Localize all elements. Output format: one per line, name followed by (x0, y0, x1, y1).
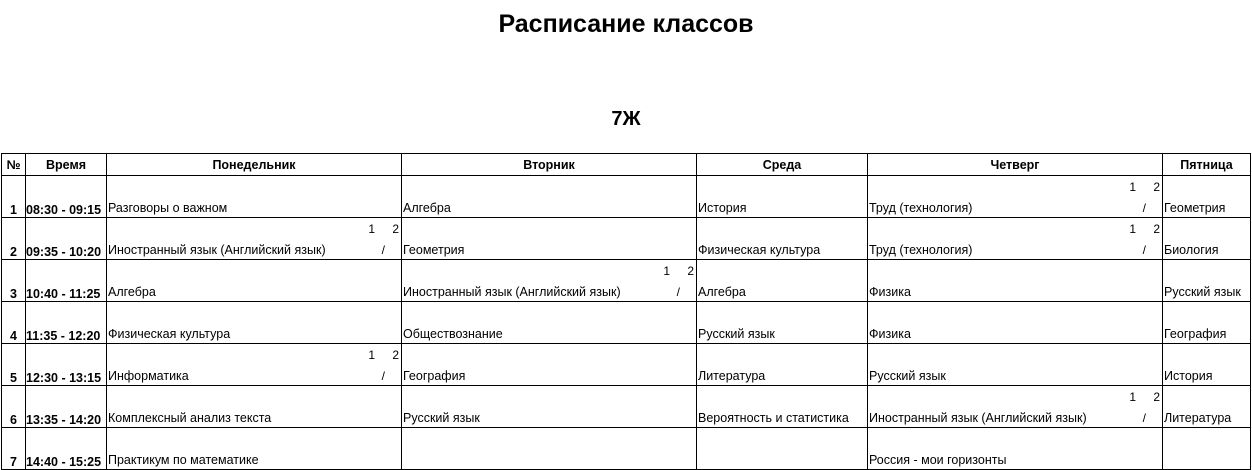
cell-monday (107, 176, 402, 218)
cell-tuesday (402, 386, 697, 428)
subject: Практикум по математике (108, 453, 259, 467)
subject: Алгебра (108, 285, 156, 299)
cell-friday (1163, 428, 1251, 470)
cell-friday (1163, 176, 1251, 218)
cell-thursday (868, 176, 1163, 218)
cell-monday (107, 218, 402, 260)
subject: История (698, 201, 747, 215)
group-separator: / (381, 369, 385, 383)
lesson-number: 7 (2, 428, 26, 470)
group-separator: / (1142, 411, 1146, 425)
group-1-marker: 1 (1129, 180, 1136, 194)
lesson-time: 14:40 - 15:25 (26, 428, 107, 470)
cell-friday (1163, 344, 1251, 386)
cell-tuesday (402, 218, 697, 260)
cell-monday (107, 428, 402, 470)
cell-tuesday (402, 428, 697, 470)
header-monday: Понедельник (107, 154, 402, 176)
header-tuesday: Вторник (402, 154, 697, 176)
subject: География (403, 369, 466, 383)
class-name: 7Ж (611, 108, 641, 130)
cell-wednesday (697, 386, 868, 428)
table-row (2, 428, 1251, 470)
group-separator: / (1142, 201, 1146, 215)
header-wednesday: Среда (697, 154, 868, 176)
cell-tuesday (402, 176, 697, 218)
cell-monday (107, 344, 402, 386)
schedule-table (1, 153, 1251, 470)
cell-friday (1163, 260, 1251, 302)
subject: Физика (869, 285, 911, 299)
group-separator: / (381, 243, 385, 257)
lesson-time: 10:40 - 11:25 (26, 260, 107, 302)
group-1-marker: 1 (368, 222, 375, 236)
subject: Информатика (108, 369, 189, 383)
table-row (2, 344, 1251, 386)
cell-tuesday (402, 260, 697, 302)
cell-monday (107, 386, 402, 428)
subject: Обществознание (403, 327, 503, 341)
table-row (2, 260, 1251, 302)
subject: Иностранный язык (Английский язык) (108, 243, 326, 257)
subject: Русский язык (403, 411, 480, 425)
cell-tuesday (402, 302, 697, 344)
cell-thursday (868, 344, 1163, 386)
group-2-marker: 2 (1153, 180, 1160, 194)
subject: Русский язык (1164, 285, 1241, 299)
lesson-number: 5 (2, 344, 26, 386)
group-1-marker: 1 (663, 264, 670, 278)
header-thursday: Четверг (868, 154, 1163, 176)
cell-wednesday (697, 428, 868, 470)
cell-tuesday (402, 344, 697, 386)
cell-wednesday (697, 176, 868, 218)
group-2-marker: 2 (687, 264, 694, 278)
group-1-marker: 1 (368, 348, 375, 362)
subject: Комплексный анализ текста (108, 411, 272, 425)
header-row (2, 154, 1251, 176)
table-row (2, 302, 1251, 344)
lesson-number: 6 (2, 386, 26, 428)
group-separator: / (676, 285, 680, 299)
cell-monday (107, 302, 402, 344)
page-title: Расписание классов (498, 10, 754, 38)
cell-thursday (868, 218, 1163, 260)
table-row (2, 218, 1251, 260)
subject: Геометрия (403, 243, 465, 257)
lesson-time: 13:35 - 14:20 (26, 386, 107, 428)
subject: Физическая культура (108, 327, 231, 341)
subject: Труд (технология) (869, 201, 973, 215)
subject: Алгебра (698, 285, 746, 299)
lesson-number: 1 (2, 176, 26, 218)
subject: Физика (869, 327, 911, 341)
cell-thursday (868, 428, 1163, 470)
subject: Разговоры о важном (108, 201, 228, 215)
lesson-number: 3 (2, 260, 26, 302)
subject: Россия - мои горизонты (869, 453, 1007, 467)
cell-friday (1163, 218, 1251, 260)
group-2-marker: 2 (1153, 222, 1160, 236)
table-row (2, 176, 1251, 218)
lesson-number: 2 (2, 218, 26, 260)
subject: Литература (1164, 411, 1232, 425)
cell-wednesday (697, 218, 868, 260)
lesson-time: 09:35 - 10:20 (26, 218, 107, 260)
subject: Физическая культура (698, 243, 821, 257)
group-2-marker: 2 (392, 222, 399, 236)
header-num: № (2, 154, 26, 176)
cell-friday (1163, 386, 1251, 428)
cell-wednesday (697, 344, 868, 386)
subject: История (1164, 369, 1213, 383)
group-2-marker: 2 (392, 348, 399, 362)
cell-monday (107, 260, 402, 302)
cell-wednesday (697, 260, 868, 302)
subject: Русский язык (698, 327, 775, 341)
header-friday: Пятница (1163, 154, 1251, 176)
subject: Иностранный язык (Английский язык) (869, 411, 1087, 425)
table-row (2, 386, 1251, 428)
group-1-marker: 1 (1129, 222, 1136, 236)
group-separator: / (1142, 243, 1146, 257)
subject: Литература (698, 369, 766, 383)
group-2-marker: 2 (1153, 390, 1160, 404)
cell-thursday (868, 386, 1163, 428)
subject: Русский язык (869, 369, 946, 383)
lesson-number: 4 (2, 302, 26, 344)
subject: Вероятность и статистика (698, 411, 849, 425)
subject: Труд (технология) (869, 243, 973, 257)
lesson-time: 12:30 - 13:15 (26, 344, 107, 386)
subject: Биология (1164, 243, 1219, 257)
cell-thursday (868, 260, 1163, 302)
lesson-time: 08:30 - 09:15 (26, 176, 107, 218)
cell-thursday (868, 302, 1163, 344)
cell-wednesday (697, 302, 868, 344)
subject: География (1164, 327, 1227, 341)
group-1-marker: 1 (1129, 390, 1136, 404)
lesson-time: 11:35 - 12:20 (26, 302, 107, 344)
header-time: Время (26, 154, 107, 176)
subject: Иностранный язык (Английский язык) (403, 285, 621, 299)
subject: Алгебра (403, 201, 451, 215)
subject: Геометрия (1164, 201, 1226, 215)
cell-friday (1163, 302, 1251, 344)
